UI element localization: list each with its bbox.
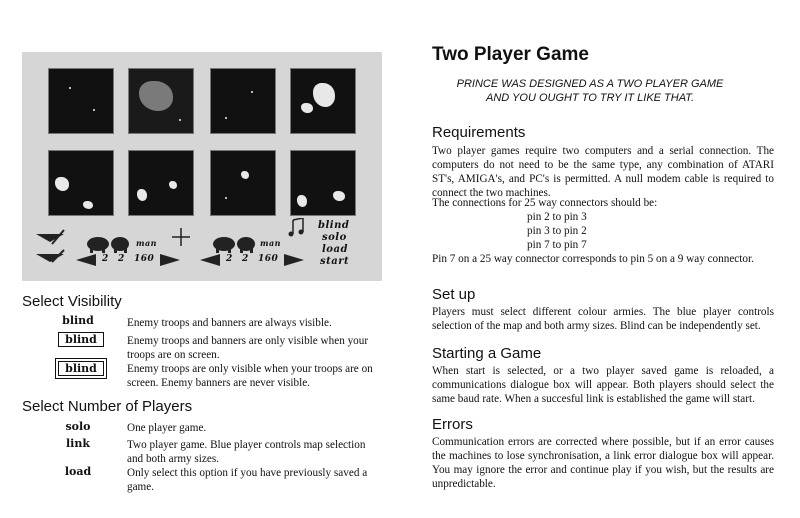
game-screenshot [22,52,382,281]
pin-line: pin 2 to pin 3 [527,211,587,223]
requirements-heading: Requirements [432,124,526,141]
map-thumbnail[interactable] [210,68,276,134]
players-desc: One player game. [127,422,207,434]
blind-boxed-tag: blind [58,332,104,347]
setup-heading: Set up [432,286,476,303]
visibility-desc: Enemy troops are only visible when your troops are on screen. Enemy banners are never visible. [127,363,373,389]
requirements-note: Pin 7 on a 25 way connector corresponds to pin 5 on a 9 way connector. [432,253,754,265]
link-tag: link [66,437,90,450]
menu-blind[interactable]: blind [318,220,350,231]
arrow-buttons-icon[interactable] [34,228,70,268]
map-thumbnail[interactable] [128,150,194,216]
map-thumbnail[interactable] [290,150,356,216]
left-arrow-icon[interactable] [200,254,220,266]
select-visibility-heading: Select Visibility [22,293,122,310]
right-arrow-icon[interactable] [284,254,304,266]
army-troops-icon [210,230,260,254]
page-title: Two Player Game [432,44,589,65]
select-players-heading: Select Number of Players [22,398,193,415]
counter: 2 [226,254,233,264]
players-desc: Two player game. Blue player controls map selection and both army sizes. [127,439,366,465]
map-thumbnail[interactable] [290,68,356,134]
menu-load[interactable]: load [322,244,348,255]
pin-line: pin 7 to pin 7 [527,239,587,251]
blind-double-boxed-tag: blind [58,361,104,376]
requirements-text: Two player games require two computers and a serial connection. The computers do not need to be the same type, any combination of ATARI ST's, AMIGA's, and PC's is permitted. A null modem cable is required to connect the two machines. [432,145,774,199]
starting-heading: Starting a Game [432,345,542,362]
map-thumbnail[interactable] [210,150,276,216]
counter: 2 [118,254,125,264]
map-thumbnail[interactable] [48,68,114,134]
load-tag: load [64,465,92,478]
left-arrow-icon[interactable] [76,254,96,266]
menu-solo[interactable]: solo [322,232,347,243]
music-note-icon[interactable] [288,218,304,238]
counter: 2 [102,254,109,264]
solo-tag: solo [65,420,91,433]
pin-line: pin 3 to pin 2 [527,225,587,237]
counter: 160 [134,254,155,264]
counter: 160 [258,254,279,264]
crosshair-icon[interactable] [172,228,190,246]
players-desc: Only select this option if you have previously saved a game. [127,467,368,493]
man-label: man [136,238,157,248]
counter: 2 [242,254,249,264]
menu-start[interactable]: start [320,256,350,267]
errors-text: Communication errors are corrected where possible, but if an error causes the machines to lose synchronisation, a link error dialogue box will appear. You may ignore the error and continue play if you wish, but the results are unpredictable. [432,436,774,490]
requirements-connections: The connections for 25 way connectors should be: [432,197,658,209]
map-thumbnail[interactable] [128,68,194,134]
visibility-desc: Enemy troops and banners are always visible. [127,317,332,329]
man-label: man [260,238,281,248]
blind-tag: blind [62,314,94,327]
starting-text: When start is selected, or a two player saved game is reloaded, a communications dialogue box will appear. Both players should select the same baud rate. When a succesful link is established the game will start. [432,365,774,405]
army-troops-icon [84,230,134,254]
right-arrow-icon[interactable] [160,254,180,266]
intro-text: PRINCE WAS DESIGNED AS A TWO PLAYER GAME AND YOU OUGHT TO TRY IT LIKE THAT. [456,78,724,104]
setup-text: Players must select different colour armies. The blue player controls selection of the map and both army sizes. Blind can be independently set. [432,306,774,332]
errors-heading: Errors [432,416,473,433]
map-thumbnail[interactable] [48,150,114,216]
visibility-desc: Enemy troops and banners are only visible when your troops are on screen. [127,335,369,361]
